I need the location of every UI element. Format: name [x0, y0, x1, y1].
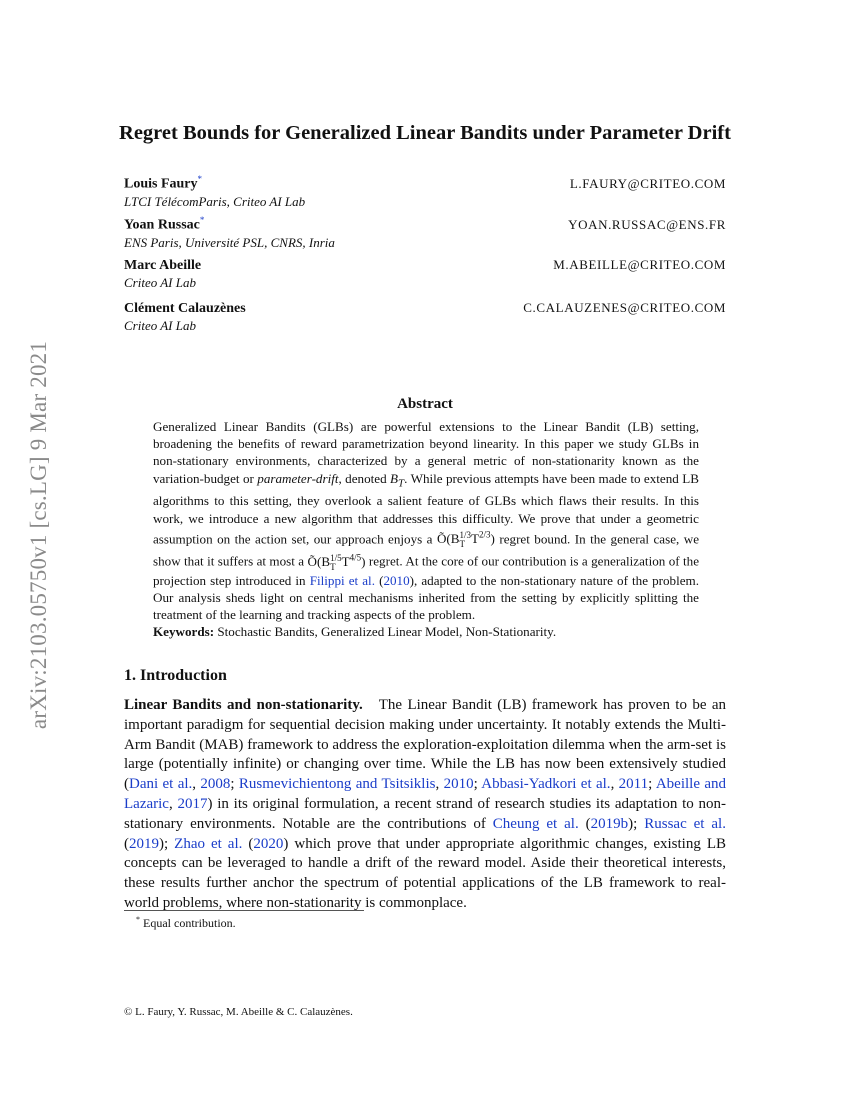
footnote: * Equal contribution. — [136, 915, 236, 930]
budget-symbol: $B_T$ — [390, 470, 405, 490]
equal-contribution-mark[interactable]: * — [197, 174, 203, 184]
author-affiliation: Criteo AI Lab — [124, 275, 196, 290]
author-block — [124, 174, 726, 210]
arxiv-id: arXiv:2103.05750v1 [cs.LG] 9 Mar 2021 — [26, 340, 51, 730]
author-affiliation: LTCI TélécomParis, Criteo AI Lab — [124, 193, 306, 209]
author-name: Yoan Russac* — [124, 215, 205, 233]
section-heading: 1. Introduction — [124, 667, 227, 684]
citation-year-link[interactable]: 2011 — [618, 776, 649, 793]
author-affiliation: ENS Paris, Université PSL, CNRS, Inria — [124, 234, 335, 250]
abstract-paragraph: Generalized Linear Bandits (GLBs) are powerful extensions to the Linear Bandit (LB) setting, broadening the benefits of reward parametrization beyond linearity. In this paper we study GLBs in non-stationary environments, characterized by a general metric of non-stationarity known as the variation-budget or parameter-drift, denoted $B_T$. While previous attempts have been made to extend LB algorithms to this setting, they overlook a salient feature of GLBs which flaws their results. In this work, we introduce a new algorithm that addresses this difficulty. We prove that under a geometric assumption on the action set, our approach enjoys a Õ(B 1/3 T $T^{2/3}$) regret bound. In the general case, we show that it suffers at most a Õ(B 1/5 T $T^{4/5}$) regret. At the core of our contribution is a generalization of the projection step introduced in Filippi et al. (2010), adapted to the non-stationary nature of the problem. Our analysis sheds light on central mechanisms inherited from the setting by explicitly splitting the treatment of the learning and tracking aspects of the problem. — [153, 419, 700, 622]
citation-year-link[interactable]: 2020 — [253, 835, 284, 852]
abstract-heading: Abstract — [397, 396, 453, 412]
citation-link[interactable]: Filippi et al. — [309, 572, 375, 588]
keywords: Keywords: Stochastic Bandits, Generalized Linear Model, Non-Stationarity. — [153, 624, 557, 640]
citation-link[interactable]: Abbasi-Yadkori et al. — [481, 776, 611, 793]
footnote-divider — [124, 910, 364, 911]
regret-bound-geometric: Õ(B 1/3 T $T^{2/3}$) — [436, 529, 495, 550]
equal-contribution-mark[interactable]: * — [199, 215, 205, 225]
citation-year-link[interactable]: 2008 — [200, 776, 231, 793]
arxiv-sidebar-stamp — [21, 295, 57, 775]
author-email: C.CALAUZENES@CRITEO.COM — [523, 300, 726, 315]
citation-link[interactable]: Dani et al. — [129, 776, 193, 793]
author-block — [124, 257, 726, 291]
abstract-body — [153, 418, 699, 640]
citation-year-link[interactable]: 2019 — [129, 835, 159, 852]
citation-year-link[interactable]: 2010 — [383, 572, 410, 588]
paragraph-lead: Linear Bandits and non-stationarity. — [124, 697, 363, 713]
paper-title: Regret Bounds for Generalized Linear Bandits under Parameter Drift — [119, 122, 731, 144]
author-block — [124, 215, 726, 251]
citation-link[interactable]: Russac et al. — [644, 815, 726, 832]
author-name: Clément Calauzènes — [124, 301, 246, 316]
citation-year-link[interactable]: 2019b — [590, 815, 629, 832]
author-affiliation: Criteo AI Lab — [124, 318, 196, 333]
citation-link[interactable]: Rusmevichientong and Tsitsiklis — [238, 776, 436, 793]
copyright-notice: © L. Faury, Y. Russac, M. Abeille & C. Calauzènes. — [124, 1006, 353, 1018]
citation-year-link[interactable]: 2017 — [177, 795, 208, 812]
author-name: Louis Faury* — [124, 174, 203, 192]
author-email: YOAN.RUSSAC@ENS.FR — [568, 216, 726, 232]
author-name: Marc Abeille — [124, 258, 202, 273]
citation-year-link[interactable]: 2010 — [443, 776, 474, 793]
regret-bound-general: Õ(B 1/5 T $T^{4/5}$) — [307, 552, 366, 572]
citation-link[interactable]: Cheung et al. — [492, 815, 579, 832]
intro-paragraph: Linear Bandits and non-stationarity. The Linear Bandit (LB) framework has proven to be an important paradigm for sequential decision making under uncertainty. It notably extends the Multi-Arm Bandit (MAB) framework to address the exploration-exploitation dilemma when the arm-set is large (potentially infinite) or changing over time. While the LB has now been extensively studied (Dani et al., 2008; Rusmevichientong and Tsitsiklis, 2010; Abbasi-Yadkori et al., 2011; Abeille and Lazaric, 2017) in its original formulation, a recent strand of research studies its adaptation to non-stationary environments. Notable are the contributions of Cheung et al. (2019b); Russac et al. (2019); Zhao et al. (2020) which prove that under appropriate algorithmic changes, existing LB concepts can be leveraged to handle a drift of the reward model. Aside their theoretical interests, these results further anchor the spectrum of potential applications of the LB framework to real-world problems, where non-stationarity is commonplace. — [124, 697, 726, 911]
author-email: L.FAURY@CRITEO.COM — [569, 175, 726, 191]
citation-link[interactable]: Zhao et al. — [174, 835, 243, 852]
author-block — [124, 300, 726, 334]
citation-link[interactable]: Abeille and Lazaric — [124, 776, 726, 812]
author-email: M.ABEILLE@CRITEO.COM — [553, 257, 726, 272]
